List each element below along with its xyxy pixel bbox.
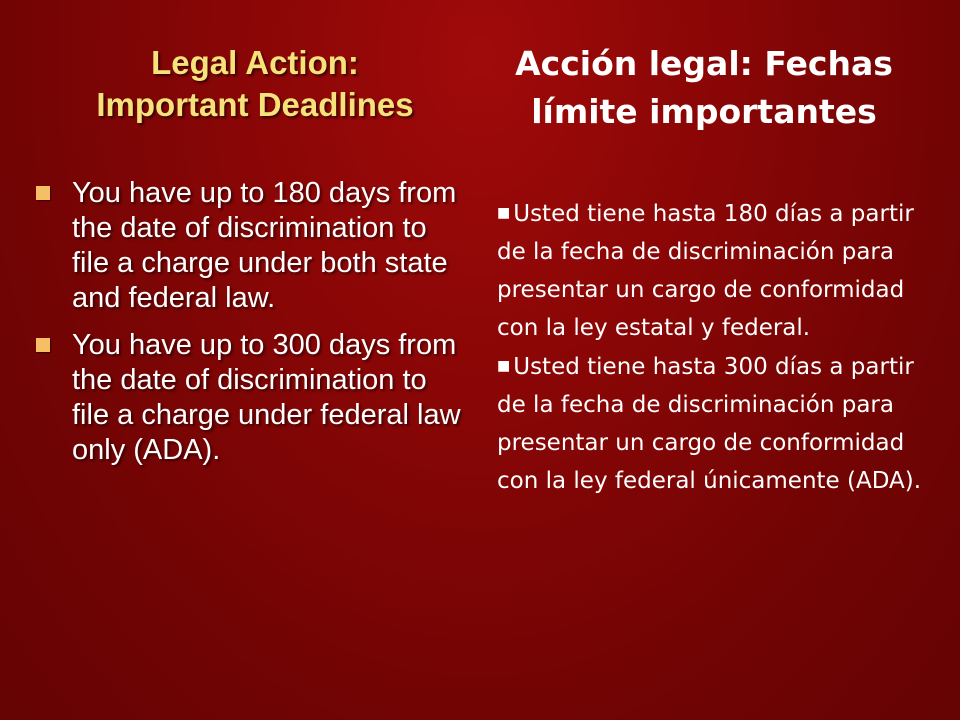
- spanish-title: [478, 40, 930, 136]
- square-bullet-icon: [36, 338, 50, 352]
- spanish-bullet-item: [497, 347, 932, 500]
- spanish-bullet-item: [497, 194, 932, 347]
- square-bullet-icon: [36, 186, 50, 200]
- spanish-bullet-list: [497, 194, 932, 500]
- english-bullet-text: You have up to 300 days from the date of discrimination to file a charge under federal law only (ADA).: [72, 329, 461, 466]
- english-bullet-list: [30, 176, 470, 480]
- spanish-bullet-text: Usted tiene hasta 180 días a partir de la fecha de discriminación para presentar un cargo de conformidad con la ley estatal y federal.: [497, 201, 914, 341]
- spanish-bullet-text: Usted tiene hasta 300 días a partir de la fecha de discriminación para presentar un cargo de conformidad con la ley federal únicamente (ADA).: [497, 354, 922, 494]
- spanish-title-line-1: Acción legal: Fechas: [515, 44, 893, 83]
- spanish-title-line-2: límite importantes: [531, 92, 877, 131]
- english-bullet-item: [30, 328, 470, 468]
- english-title: [20, 42, 490, 126]
- english-title-line-1: Legal Action:: [151, 44, 359, 81]
- small-square-bullet-icon: ■: [497, 358, 511, 374]
- english-bullet-item: [30, 176, 470, 316]
- english-bullet-text: You have up to 180 days from the date of discrimination to file a charge under both state and federal law.: [72, 177, 457, 314]
- english-title-line-2: Important Deadlines: [96, 86, 414, 123]
- small-square-bullet-icon: ■: [497, 205, 511, 221]
